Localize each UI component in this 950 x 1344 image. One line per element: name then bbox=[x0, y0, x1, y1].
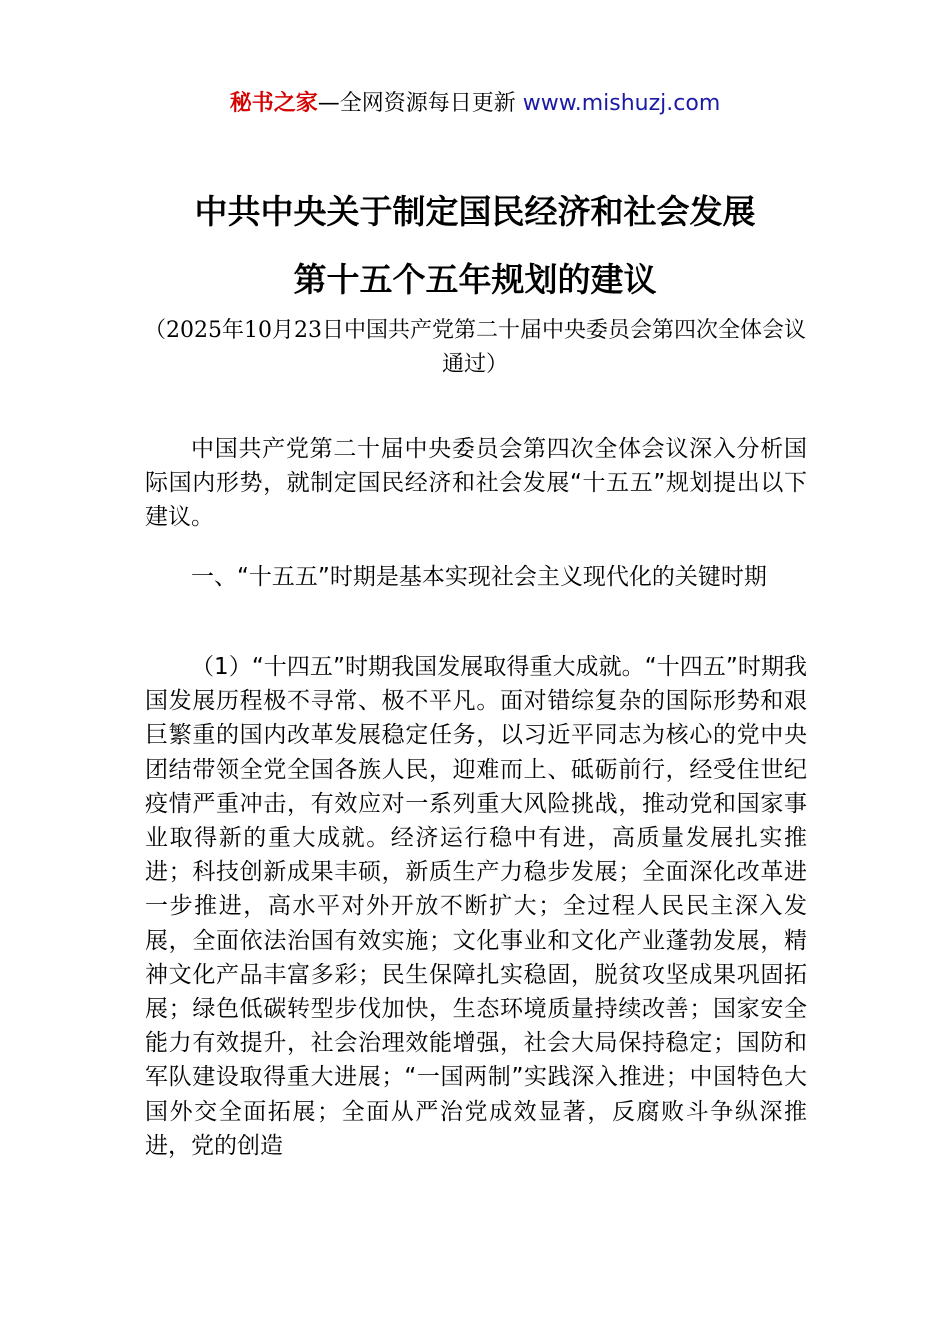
site-header bbox=[0, 88, 950, 120]
document-title-line-1: 中共中央关于制定国民经济和社会发展 bbox=[194, 192, 756, 231]
site-url-link[interactable]: www.mishuzj.com bbox=[522, 91, 721, 116]
site-brand[interactable]: 秘书之家 bbox=[229, 91, 318, 116]
item-1-paragraph: （1）“十四五”时期我国发展取得重大成就。“十四五”时期我国发展历程极不寻常、极不平凡。面对错综复杂的国际形势和艰巨繁重的国内改革发展稳定任务，以习近平同志为核心的党中央团结带领全党全国各族人民，迎难而上、砥砺前行，经受住世纪疫情严重冲击，有效应对一系列重大风险挑战，推动党和国家事业取得新的重大成就。经济运行稳中有进，高质量发展扎实推进；科技创新成果丰硕，新质生产力稳步发展；全面深化改革进一步推进，高水平对外开放不断扩大；全过程人民民主深入发展，全面依法治国有效实施；文化事业和文化产业蓬勃发展，精神文化产品丰富多彩；民生保障扎实稳固，脱贫攻坚成果巩固拓展；绿色低碳转型步伐加快，生态环境质量持续改善；国家安全能力有效提升，社会治理效能增强，社会大局保持稳定；国防和军队建设取得重大进展；“一国两制”实践深入推进；中国特色大国外交全面拓展；全面从严治党成效显著，反腐败斗争纵深推进，党的创造 bbox=[145, 654, 807, 1159]
site-tagline: —全网资源每日更新 bbox=[317, 91, 523, 116]
section-heading: 一、“十五五”时期是基本实现社会主义现代化的关键时期 bbox=[191, 564, 767, 590]
intro-paragraph: 中国共产党第二十届中央委员会第四次全体会议深入分析国际国内形势，就制定国民经济和社会发展“十五五”规划提出以下建议。 bbox=[145, 436, 807, 531]
document-title-line-2: 第十五个五年规划的建议 bbox=[293, 260, 657, 299]
document-subtitle: （2025年10月23日中国共产党第二十届中央委员会第四次全体会议通过） bbox=[144, 318, 806, 377]
